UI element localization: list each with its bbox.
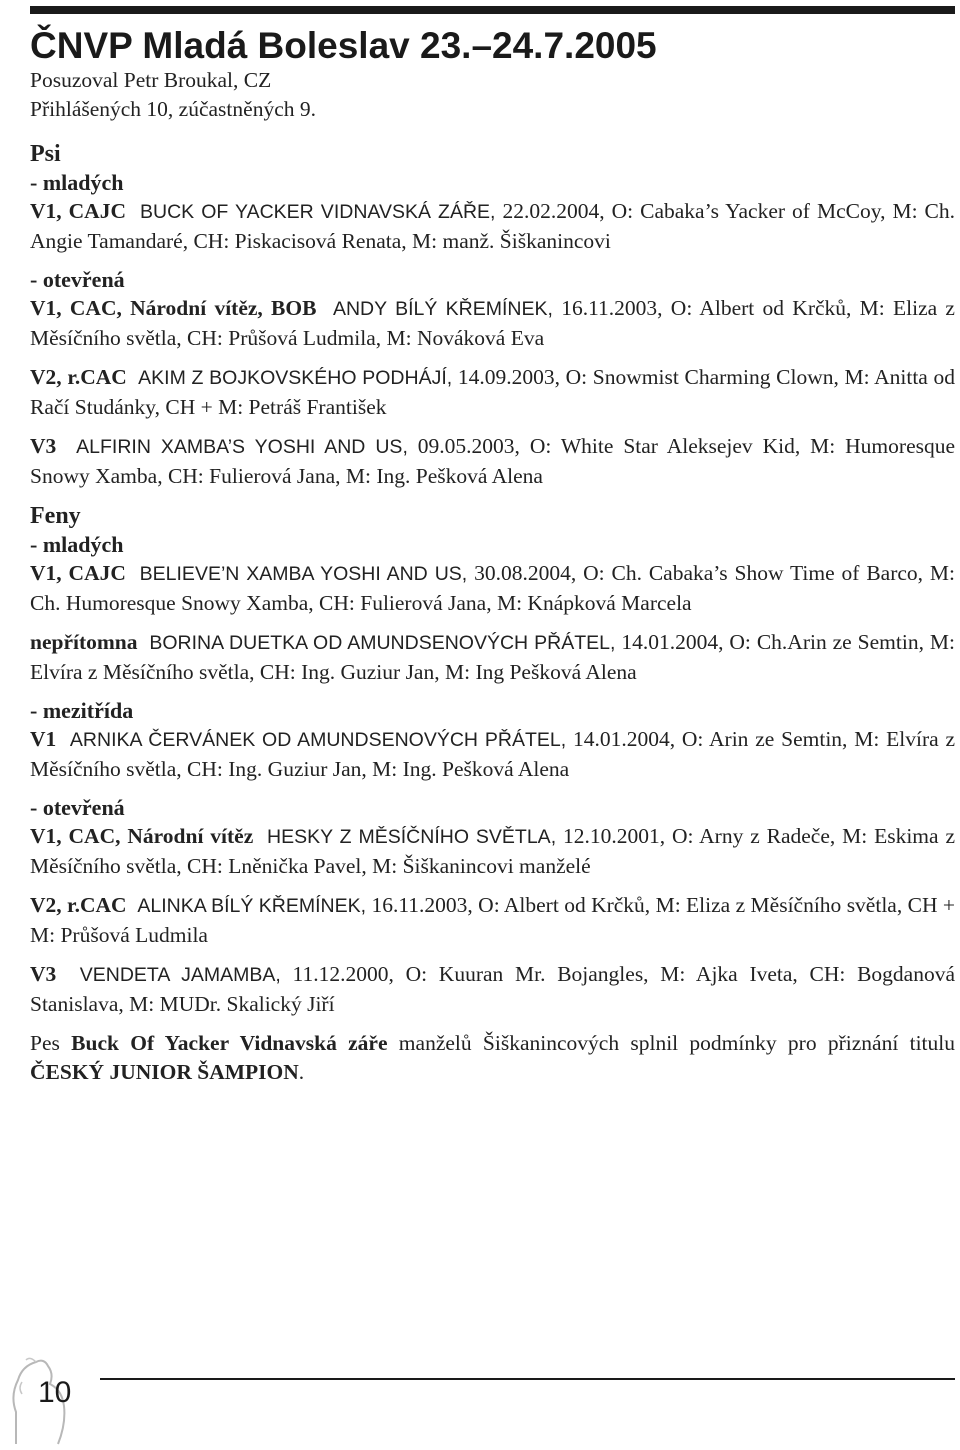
entry-award: V2, r.CAC bbox=[30, 365, 127, 389]
dog-name: ARNIKA ČERVÁNEK OD AMUNDSENOVÝCH PŘÁTEL, bbox=[69, 729, 567, 751]
entry-award: V2, r.CAC bbox=[30, 893, 127, 917]
entry-details: 09.05.2003, O: White Star Aleksejev Kid, M: Humoresque Snowy Xamba, CH: Fulierová Jana, M: Ing. Pešková Alena bbox=[30, 434, 956, 488]
entry-details: 12.10.2001, O: Arny z Radeče, M: Eskima z Měsíčního světla, CH: Lněnička Pavel, M: Šiškanincovi manželé bbox=[30, 824, 955, 878]
judge-line: Posuzoval Petr Broukal, CZ bbox=[30, 68, 272, 92]
class-heading-psi-otevrena: - otevřená bbox=[30, 267, 125, 292]
class-heading-feny-mezitrida: - mezitřída bbox=[30, 698, 134, 723]
result-entry bbox=[30, 197, 955, 256]
entry-details: 14.09.2003, O: Snowmist Charming Clown, M: Anitta od Račí Studánky, CH + M: Petráš František bbox=[30, 365, 955, 419]
entry-details: 16.11.2003, O: Albert od Krčků, M: Eliza z Měsíčního světla, CH: Průšová Ludmila, M: Nováková Eva bbox=[30, 296, 955, 350]
article-body bbox=[30, 66, 955, 1087]
class-heading-feny-otevrena: - otevřená bbox=[30, 795, 125, 820]
champion-note bbox=[30, 1029, 955, 1087]
entry-details: 30.08.2004, O: Ch. Cabaka’s Show Time of Barco, M: Ch. Humoresque Snowy Xamba, CH: Fulierová Jana, M: Knápková Marcela bbox=[30, 561, 956, 615]
entry-award: V1, CAJC bbox=[30, 199, 126, 223]
entry-award: V1, CAC, Národní vítěz, BOB bbox=[30, 296, 317, 320]
dog-name: ALFIRIN XAMBA’S YOSHI AND US, bbox=[76, 436, 408, 458]
page-number: 10 bbox=[38, 1376, 72, 1409]
dog-name: AKIM Z BOJKOVSKÉHO PODHÁJÍ, bbox=[138, 367, 453, 389]
result-entry bbox=[30, 294, 955, 353]
result-entry bbox=[30, 891, 955, 950]
dog-name: BUCK OF YACKER VIDNAVSKÁ ZÁŘE, bbox=[140, 201, 496, 223]
result-entry bbox=[30, 628, 955, 687]
entry-award: V1, CAC, Národní vítěz bbox=[30, 824, 254, 848]
note-text: manželů Šiškanincových splnil podmínky pro přiznání titulu bbox=[398, 1031, 956, 1055]
result-entry bbox=[30, 960, 955, 1019]
entry-award: V1 bbox=[30, 727, 57, 751]
dog-name: BORINA DUETKA OD AMUNDSENOVÝCH PŘÁTEL, bbox=[149, 632, 616, 654]
section-heading-psi: Psi bbox=[30, 141, 61, 167]
entry-details: 11.12.2000, O: Kuuran Mr. Bojangles, M: Ajka Iveta, CH: Bogdanová Stanislava, M: MUDr. Skalický Jiří bbox=[30, 962, 956, 1016]
entry-award: V1, CAJC bbox=[30, 561, 126, 585]
entry-details: 14.01.2004, O: Arin ze Semtin, M: Elvíra z Měsíčního světla, CH: Ing. Guziur Jan, M: Ing. Pešková Alena bbox=[30, 727, 956, 781]
entry-award: nepřítomna bbox=[30, 630, 138, 654]
result-entry bbox=[30, 725, 955, 784]
result-entry bbox=[30, 559, 955, 618]
result-entry bbox=[30, 363, 955, 422]
dog-name: VENDETA JAMAMBA, bbox=[79, 964, 281, 986]
note-text: Pes bbox=[30, 1031, 60, 1055]
class-heading-psi-mladych: - mladých bbox=[30, 170, 124, 195]
dog-name: HESKY Z MĚSÍČNÍHO SVĚTLA, bbox=[267, 826, 557, 848]
dog-name: ANDY BÍLÝ KŘEMÍNEK, bbox=[332, 298, 553, 320]
note-dog-name: Buck Of Yacker Vidnavská záře bbox=[71, 1031, 388, 1055]
result-entry bbox=[30, 432, 955, 491]
class-heading-feny-mladych: - mladých bbox=[30, 532, 124, 557]
page-title: ČNVP Mladá Boleslav 23.–24.7.2005 bbox=[30, 25, 657, 66]
entry-award: V3 bbox=[30, 434, 57, 458]
top-rule bbox=[30, 6, 955, 14]
dog-name: ALINKA BÍLÝ KŘEMÍNEK, bbox=[137, 895, 367, 917]
entry-details: 22.02.2004, O: Cabaka’s Yacker of McCoy, M: Ch. Angie Tamandaré, CH: Piskacisová Renata, M: manž. Šiškanincovi bbox=[30, 199, 956, 253]
section-heading-feny: Feny bbox=[30, 503, 81, 529]
note-title: ČESKÝ JUNIOR ŠAMPION bbox=[30, 1060, 299, 1084]
footer-rule bbox=[100, 1378, 955, 1380]
note-punctuation: . bbox=[298, 1060, 305, 1084]
result-entry bbox=[30, 822, 955, 881]
entry-award: V3 bbox=[30, 962, 57, 986]
dog-name: BELIEVE’N XAMBA YOSHI AND US, bbox=[139, 563, 468, 585]
registration-line: Přihlášených 10, zúčastněných 9. bbox=[30, 97, 316, 121]
entry-details: 16.11.2003, O: Albert od Krčků, M: Eliza z Měsíčního světla, CH + M: Průšová Ludmila bbox=[30, 893, 955, 947]
entry-details: 14.01.2004, O: Ch.Arin ze Semtin, M: Elvíra z Měsíčního světla, CH: Ing. Guziur Jan, M: Ing Pešková Alena bbox=[30, 630, 955, 684]
